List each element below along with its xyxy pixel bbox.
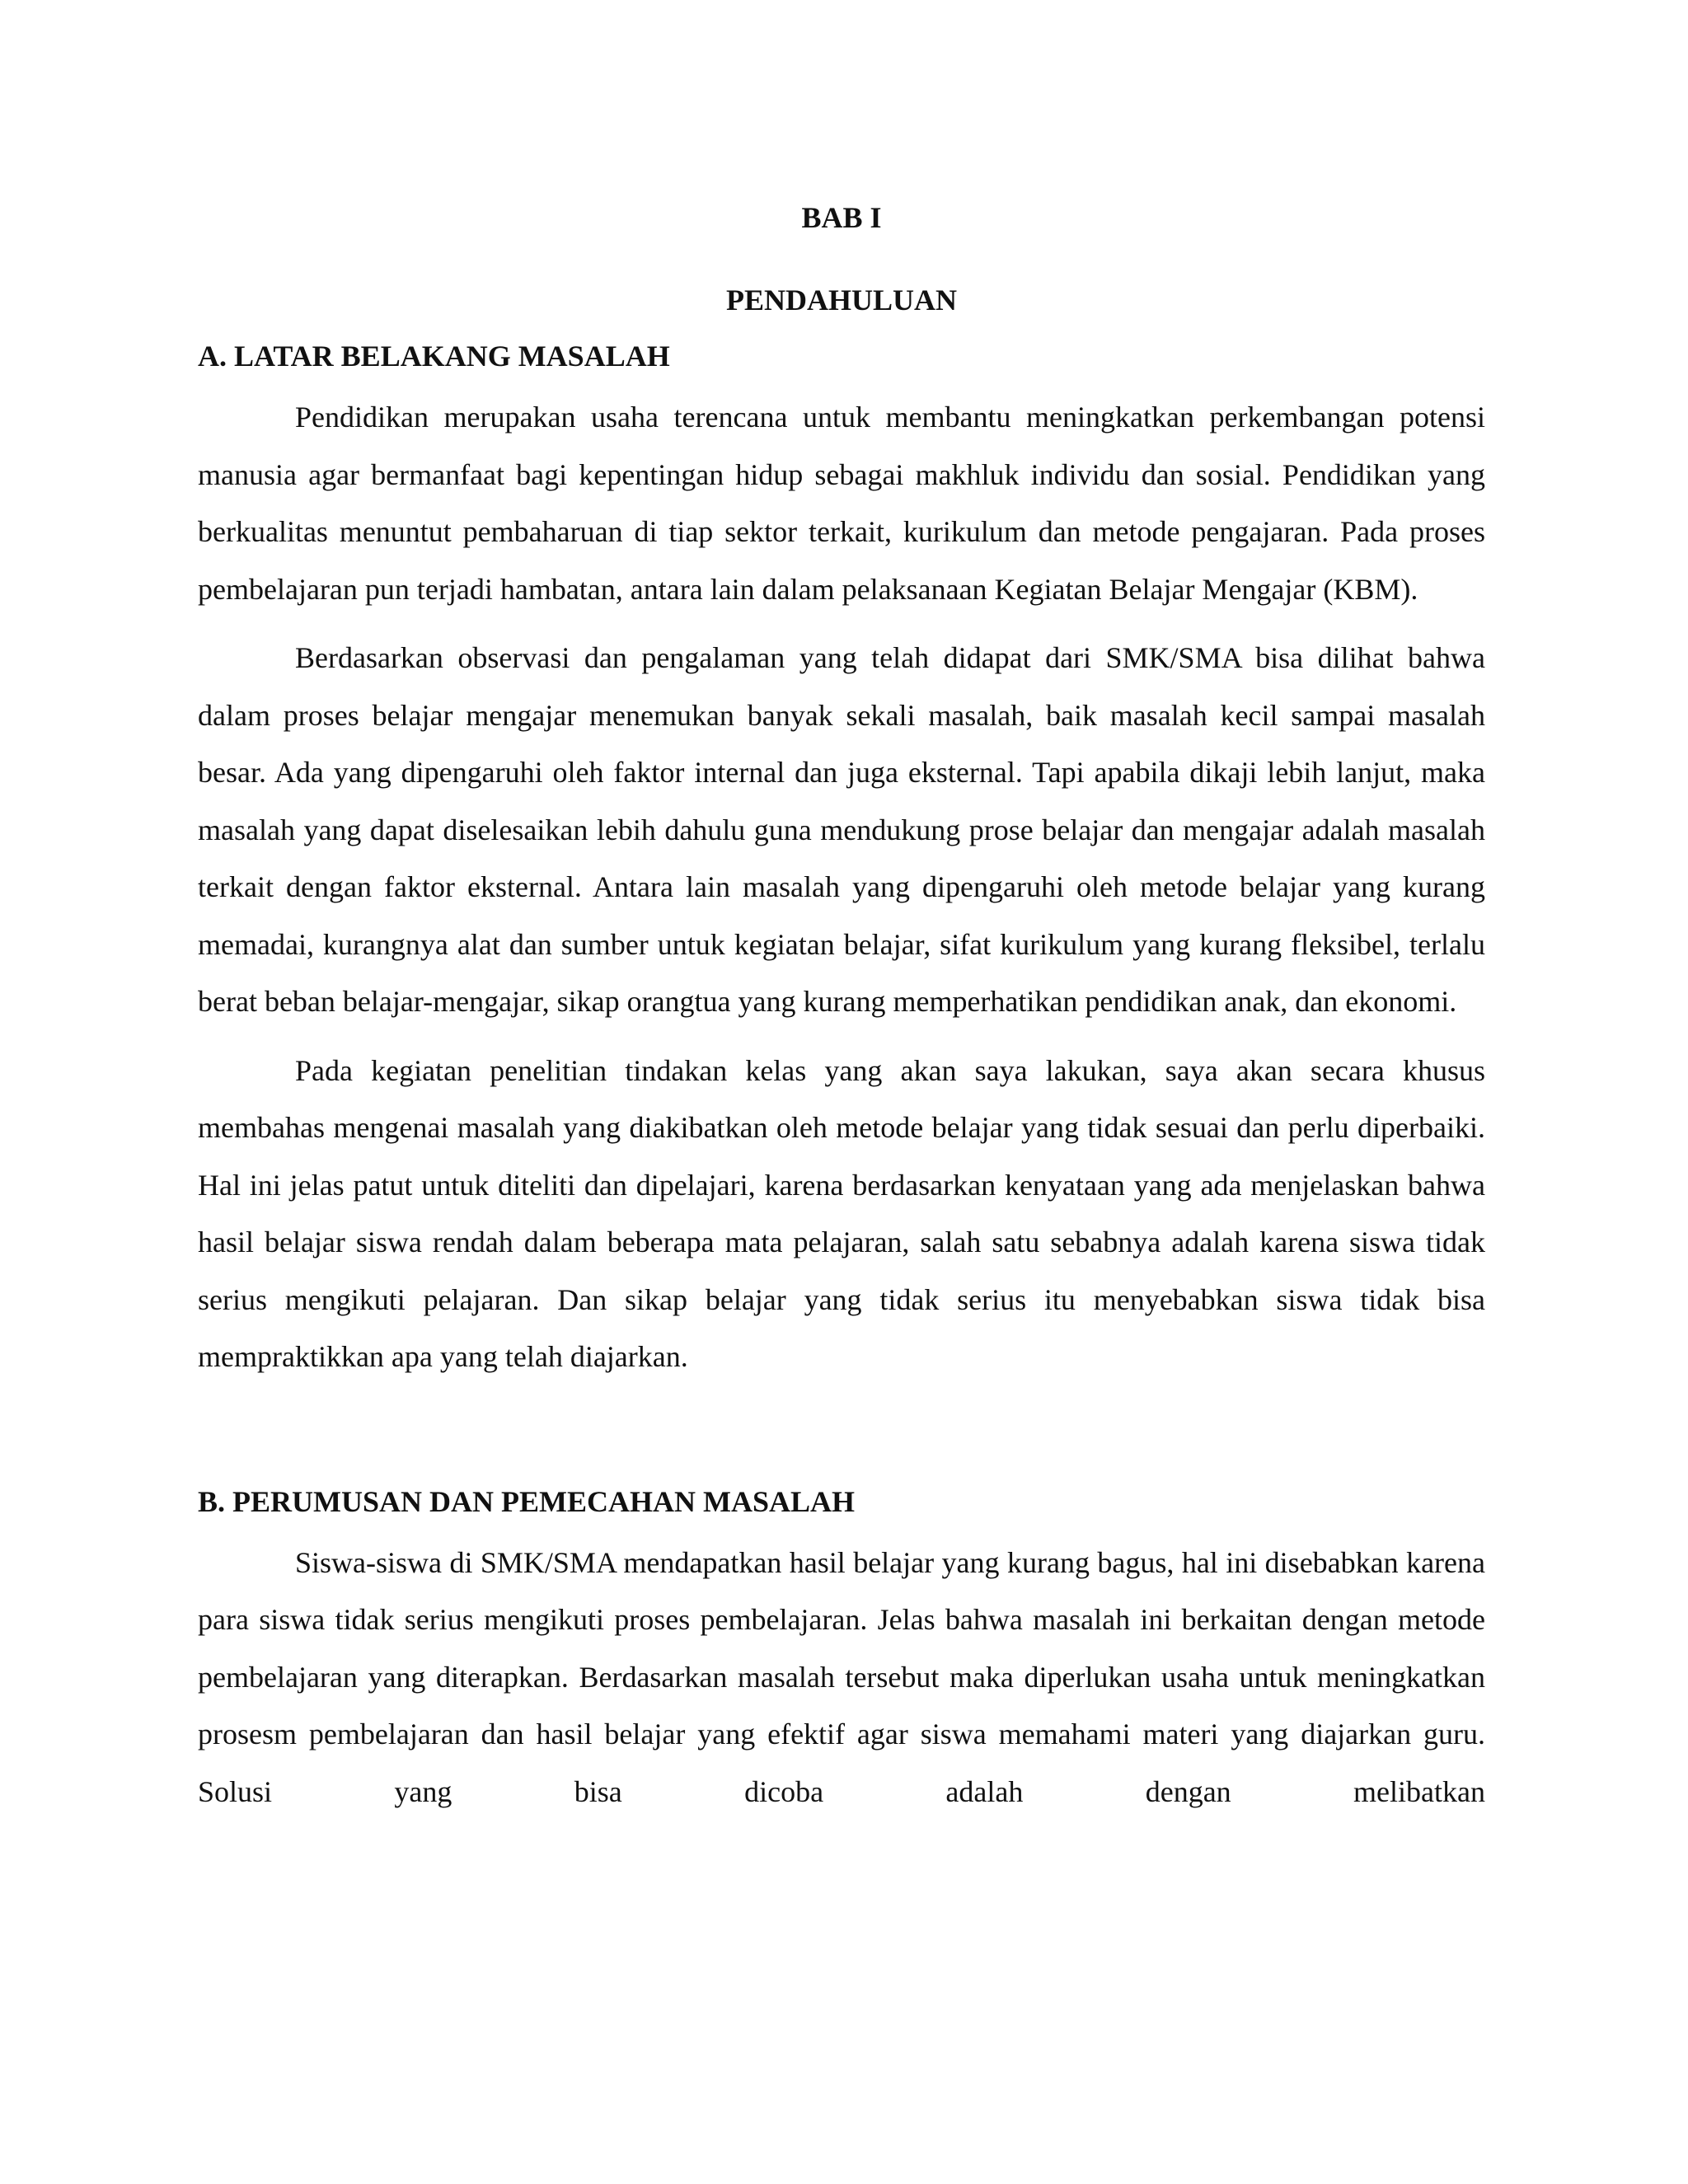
paragraph: Siswa-siswa di SMK/SMA mendapatkan hasil belajar yang kurang bagus, hal ini disebabkan karena para siswa tidak serius mengikuti proses pembelajaran. Jelas bahwa masalah ini berkaitan dengan metode pembelajaran yang diterapkan. Berdasarkan masalah tersebut maka diperlukan usaha untuk meningkatkan prosesm pembelajaran dan hasil belajar yang efektif agar siswa memahami materi yang diajarkan guru. Solusi yang bisa dicoba adalah dengan melibatkan bbox=[198, 1545, 1485, 1808]
paragraph: Berdasarkan observasi dan pengalaman yang telah didapat dari SMK/SMA bisa dilihat bahwa dalam proses belajar mengajar menemukan banyak sekali masalah, baik masalah kecil sampai masalah besar. Ada yang dipengaruhi oleh faktor internal dan juga eksternal. Tapi apabila dikaji lebih lanjut, maka masalah yang dapat diselesaikan lebih dahulu guna mendukung prose belajar dan mengajar adalah masalah terkait dengan faktor eksternal. Antara lain masalah yang dipengaruhi oleh metode belajar yang kurang memadai, kurangnya alat dan sumber untuk kegiatan belajar, sifat kurikulum yang kurang fleksibel, terlalu berat beban belajar-mengajar, sikap orangtua yang kurang memperhatikan pendidikan anak, dan ekonomi. bbox=[198, 641, 1485, 1018]
paragraph: Pendidikan merupakan usaha terencana untuk membantu meningkatkan perkembangan potensi manusia agar bermanfaat bagi kepentingan hidup sebagai makhluk individu dan sosial. Pendidikan yang berkualitas menuntut pembaharuan di tiap sektor terkait, kurikulum dan metode pengajaran. Pada proses pembelajaran pun terjadi hambatan, antara lain dalam pelaksanaan Kegiatan Belajar Mengajar (KBM). bbox=[198, 401, 1485, 606]
section-b-body bbox=[198, 1535, 1485, 1821]
section-a bbox=[198, 338, 1485, 1386]
section-b-heading: B. PERUMUSAN DAN PEMECAHAN MASALAH bbox=[198, 1484, 855, 1518]
chapter-number: BAB I bbox=[801, 201, 882, 234]
document-page bbox=[198, 191, 1485, 1821]
chapter-title: PENDAHULUAN bbox=[725, 284, 957, 316]
section-b bbox=[198, 1483, 1485, 1821]
section-a-body bbox=[198, 389, 1485, 1386]
paragraph: Pada kegiatan penelitian tindakan kelas yang akan saya lakukan, saya akan secara khusus membahas mengenai masalah yang diakibatkan oleh metode belajar yang tidak sesuai dan perlu diperbaiki. Hal ini jelas patut untuk diteliti dan dipelajari, karena berdasarkan kenyataan yang ada menjelaskan bahwa hasil belajar siswa rendah dalam beberapa mata pelajaran, salah satu sebabnya adalah karena siswa tidak serius mengikuti pelajaran. Dan sikap belajar yang tidak serius itu menyebabkan siswa tidak bisa mempraktikkan apa yang telah diajarkan. bbox=[198, 1053, 1485, 1373]
section-a-heading: A. LATAR BELAKANG MASALAH bbox=[198, 340, 670, 373]
